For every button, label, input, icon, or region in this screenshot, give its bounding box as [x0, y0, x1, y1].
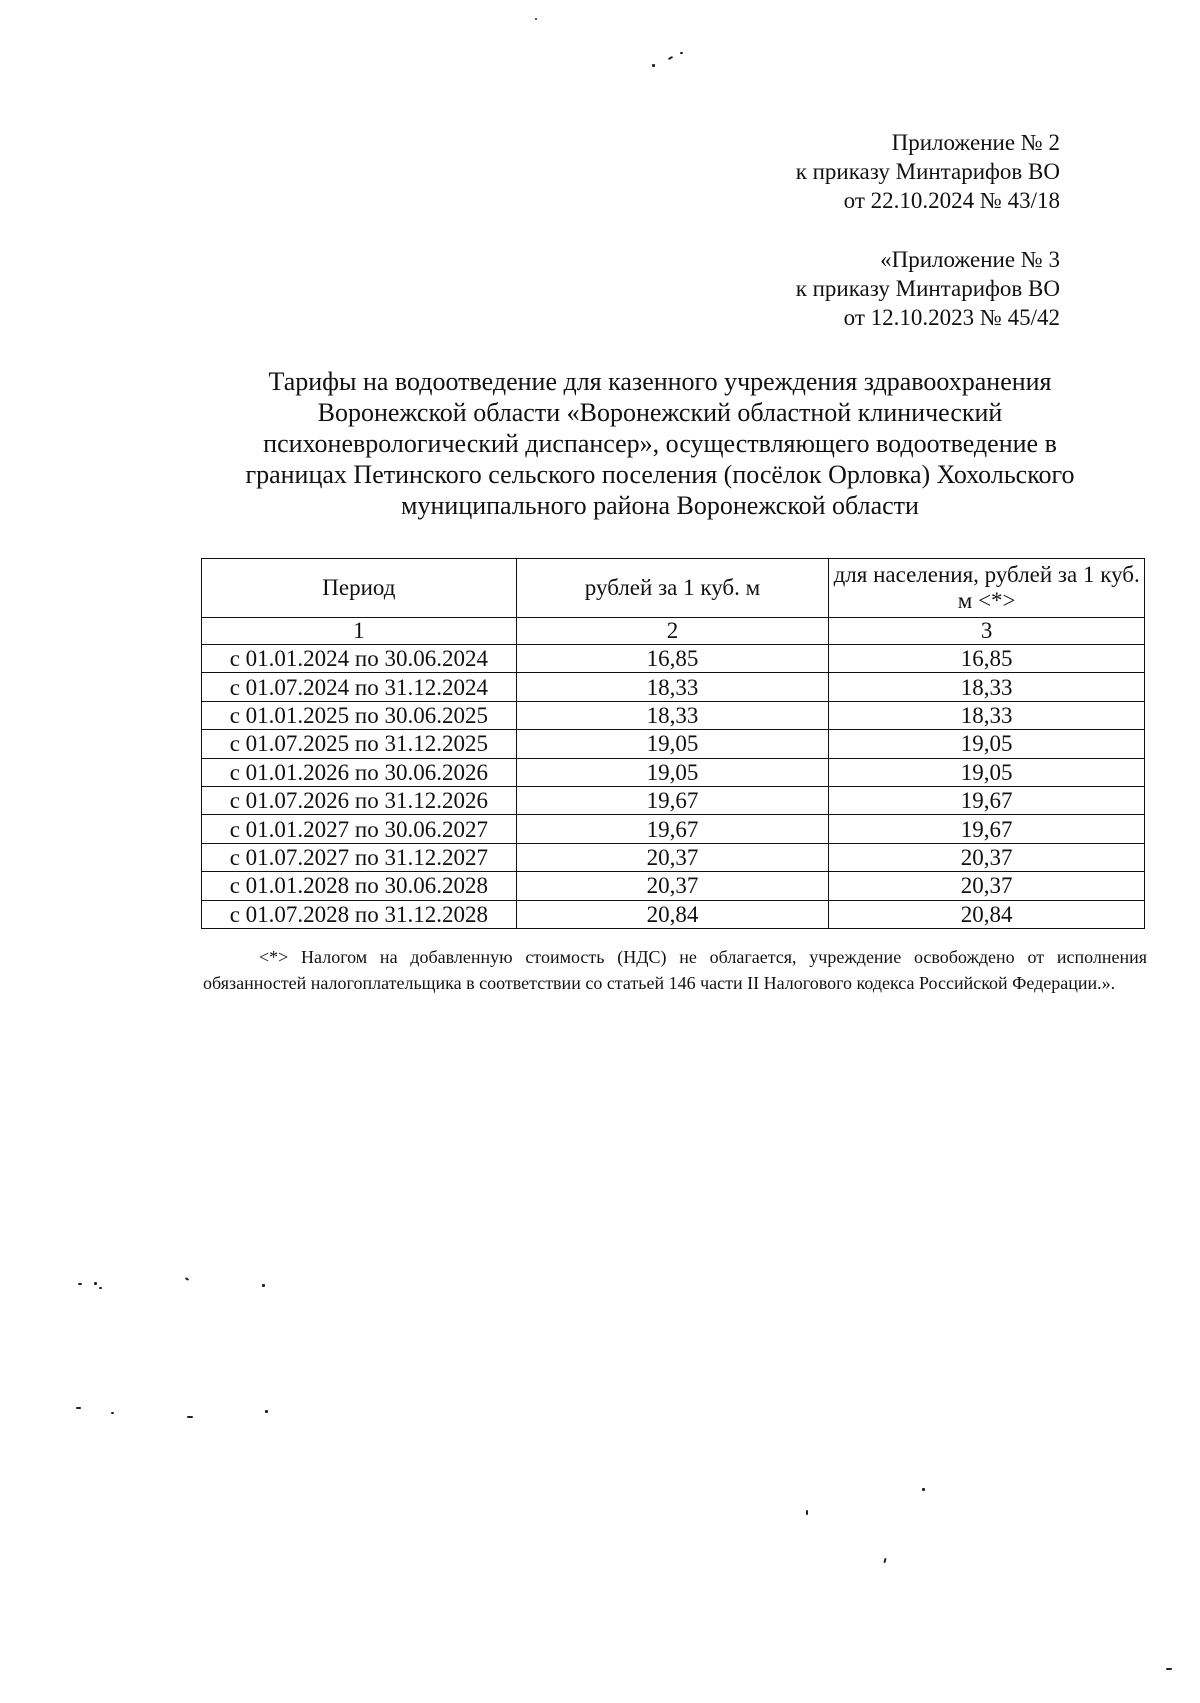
period-cell: с 01.01.2024 по 30.06.2024: [202, 645, 517, 673]
rate-cell: 20,84: [516, 900, 829, 928]
period-cell: с 01.01.2025 по 30.06.2025: [202, 701, 517, 729]
appendix-number: «Приложение № 3: [880, 247, 1060, 272]
rate-cell: 19,05: [516, 730, 829, 758]
column-number: 3: [829, 618, 1145, 645]
period-cell: с 01.01.2027 по 30.06.2027: [202, 815, 517, 843]
column-number: 2: [516, 618, 829, 645]
title-line: муниципального района Воронежской области: [401, 491, 919, 520]
period-cell: с 01.07.2025 по 31.12.2025: [202, 730, 517, 758]
column-number-row: [202, 618, 1145, 645]
period-cell: с 01.01.2028 по 30.06.2028: [202, 872, 517, 900]
title-line: Тарифы на водоотведение для казенного учреждения здравоохранения: [268, 367, 1052, 396]
rate-population-cell: 18,33: [829, 673, 1145, 701]
rate-population-cell: 18,33: [829, 701, 1145, 729]
tariff-table: [201, 558, 1145, 929]
appendix-order-date: от 22.10.2024 № 43/18: [843, 188, 1060, 213]
table-row: [202, 673, 1145, 701]
title-line: границах Петинского сельского поселения (посёлок Орловка) Хохольского: [245, 460, 1075, 489]
rate-population-cell: 20,37: [829, 872, 1145, 900]
rate-cell: 18,33: [516, 701, 829, 729]
rate-population-cell: 19,67: [829, 815, 1145, 843]
rate-population-cell: 19,67: [829, 786, 1145, 814]
rate-population-cell: 20,84: [829, 900, 1145, 928]
title-line: Воронежской области «Воронежский областной клинический: [317, 398, 1003, 427]
rate-cell: 16,85: [516, 645, 829, 673]
table-row: [202, 701, 1145, 729]
title-line: психоневрологический диспансер», осуществляющего водоотведение в: [263, 429, 1057, 458]
period-cell: с 01.07.2024 по 31.12.2024: [202, 673, 517, 701]
rate-population-cell: 16,85: [829, 645, 1145, 673]
table-row: [202, 872, 1145, 900]
table-row: [202, 815, 1145, 843]
rate-cell: 19,67: [516, 815, 829, 843]
rate-cell: 19,67: [516, 786, 829, 814]
table-row: [202, 786, 1145, 814]
rate-cell: 20,37: [516, 843, 829, 871]
rate-population-cell: 19,05: [829, 758, 1145, 786]
rate-cell: 19,05: [516, 758, 829, 786]
period-cell: с 01.07.2028 по 31.12.2028: [202, 900, 517, 928]
appendix-order-ref: к приказу Минтарифов ВО: [795, 276, 1060, 301]
table-row: [202, 645, 1145, 673]
appendix-order-ref: к приказу Минтарифов ВО: [795, 159, 1060, 184]
header-rate-population: для населения, рублей за 1 куб. м <*>: [829, 559, 1145, 618]
footnote: <*> Налогом на добавленную стоимость (НДС) не облагается, учреждение освобождено от исполнения обязанностей налогоплательщика в соответствии со статьей 146 части II Налогового кодекса Российской Федерации.».: [203, 947, 1147, 993]
table-row: [202, 843, 1145, 871]
appendix-number: Приложение № 2: [891, 130, 1060, 155]
header-rate: рублей за 1 куб. м: [516, 559, 829, 618]
table-row: [202, 758, 1145, 786]
table-row: [202, 900, 1145, 928]
period-cell: с 01.07.2026 по 31.12.2026: [202, 786, 517, 814]
rate-population-cell: 19,05: [829, 730, 1145, 758]
column-number: 1: [202, 618, 517, 645]
table-row: [202, 730, 1145, 758]
appendix-header-current: [796, 128, 1060, 215]
rate-population-cell: 20,37: [829, 843, 1145, 871]
document-title: [180, 366, 1140, 521]
rate-cell: 18,33: [516, 673, 829, 701]
rate-cell: 20,37: [516, 872, 829, 900]
appendix-header-previous: [796, 245, 1060, 332]
period-cell: с 01.07.2027 по 31.12.2027: [202, 843, 517, 871]
period-cell: с 01.01.2026 по 30.06.2026: [202, 758, 517, 786]
appendix-order-date: от 12.10.2023 № 45/42: [843, 305, 1060, 330]
header-period: Период: [202, 559, 517, 618]
